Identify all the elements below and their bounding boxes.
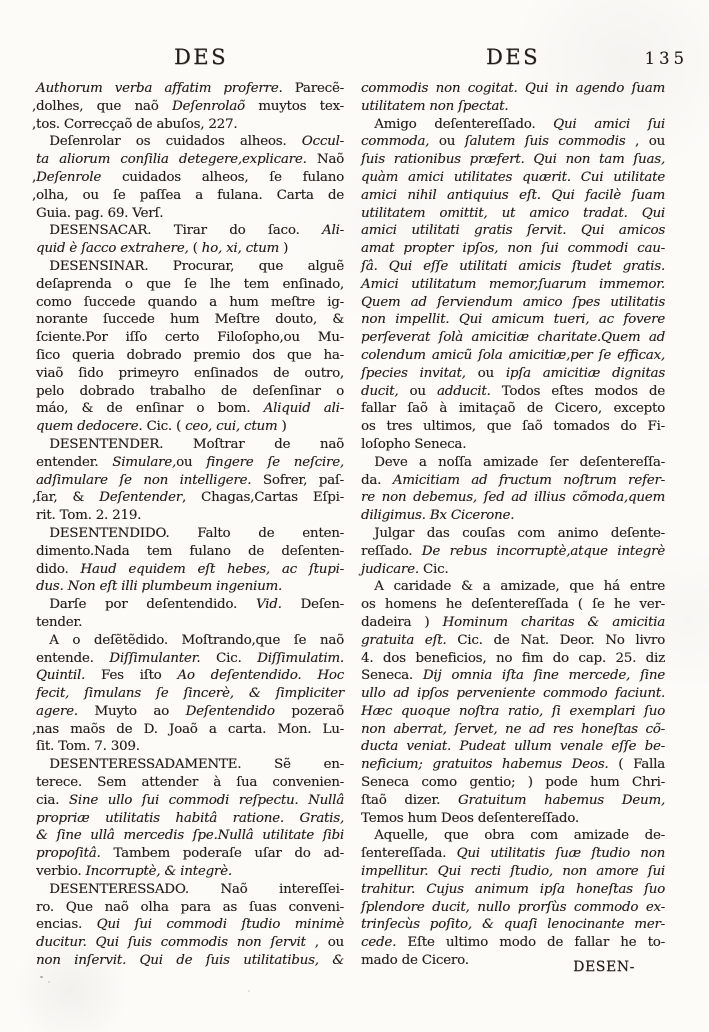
text-line: pelo dobrado trabalho de deſenſinar o (36, 383, 344, 399)
text-line: loſopho Seneca. (361, 436, 467, 452)
ink-speck (48, 981, 50, 983)
text-line: ,tos. Correcçaõ de abuſos, 227. (32, 116, 238, 132)
text-line: dus. Non eſt illi plumbeum ingenium. (36, 579, 283, 595)
text-line: ſico queria dobrado premio dos que ha- (36, 347, 344, 363)
text-line: Julgar das couſas com animo deſente- (361, 525, 665, 541)
text-line: re non debemus, ſed ad illius cõmoda,quem (361, 490, 665, 506)
text-line: Seneca. Dij omnia iſta ſine mercede, ſine (361, 668, 665, 684)
text-line: os homens he deſentereſſada ( ſe he ver- (361, 597, 665, 613)
text-line: dimento.Nada tem fulano de deſenten- (36, 543, 344, 559)
text-line: adſimulare ſe non intelligere. Sofrer, paſ- (36, 472, 344, 488)
text-line: os tres ultimos, que ſaõ tomados do Fi- (361, 419, 665, 435)
text-line: DESENTERESSADO. Naõ intereſſei- (36, 881, 344, 897)
text-line: rit. Tom. 2. 219. (36, 508, 142, 524)
text-line: judicare. Cic. (361, 561, 449, 577)
text-line: ,nas maõs de D. Joaõ a carta. Mon. Lu- (32, 721, 344, 737)
text-line: ullo ad ipſos perveniente commodo faciunt. (361, 686, 665, 702)
text-line: amici utilitati gratis ſervit. Qui amicos (361, 223, 665, 239)
text-line: quàm amici utilitates quærit. Cui utilitate (361, 169, 665, 185)
text-line: quid è ſacco extrahere, ( ho, xi, ctum ) (36, 241, 289, 257)
text-line: ,Deſenrole cuidados alheos, ſe fulano (32, 169, 344, 185)
text-line: ſuis rationibus præfert. Qui non tam ſuas, (361, 152, 665, 168)
text-line: non inſervit. Qui de ſuis utilitatibus, & (36, 953, 344, 969)
text-line: A o deſẽtẽdido. Moſtrando,que ſe naõ (36, 632, 344, 648)
text-line: norante ſuccede hum Meſtre douto, & (36, 312, 344, 328)
text-column-right (361, 80, 665, 970)
text-line: quem dedocere. Cic. ( ceo, cui, ctum ) (36, 419, 287, 435)
text-line: propoſitâ. Tambem poderaſe uſar do ad- (36, 846, 344, 862)
text-line: ſpecies invitat, ou ipſa amicitiæ dignitas (361, 365, 665, 381)
text-line: utilitatem omittit, ut amico tradat. Qui (361, 205, 665, 221)
text-line: utilitatem non ſpectat. (361, 98, 509, 114)
text-line: A caridade & a amizade, que há entre (361, 579, 665, 595)
ink-speck (40, 976, 43, 978)
text-line: Deſenrolar os cuidados alheos. Occul- (36, 134, 344, 150)
text-line: Amigo deſentereſſado. Qui amici ſui (361, 116, 665, 132)
running-head-left: DES (173, 45, 229, 69)
text-line: propriæ utilitatis habitâ ratione. Gratis, (36, 810, 344, 826)
text-line: entende. Diſſimulanter. Cic. Diſſimulatim. (36, 650, 344, 666)
text-line: deſaprenda o que ſe lhe tem enſinado, (36, 276, 344, 292)
text-line: 4. dos beneficios, no fim do cap. 25. diz (361, 650, 665, 666)
text-line: ſtaõ dizer. Gratuitum habemus Deum, (361, 792, 665, 808)
text-line: Quem ad ſerviendum amico ſpes utilitatis (361, 294, 665, 310)
text-line: colendum amicũ ſola amicitiæ,per ſe efficax, (361, 347, 665, 363)
page-number: 135 (644, 49, 688, 68)
text-line: tender. (36, 614, 83, 630)
running-head-right: DES (485, 45, 541, 69)
text-line: trinſecùs poſito, & quaſi lenocinante mer- (361, 917, 665, 933)
text-line: Seneca como gentio; ) pode hum Chri- (361, 775, 665, 791)
text-line: terece. Sem attender à ſua convenien- (36, 775, 344, 791)
text-line: cia. Sine ullo ſui commodi reſpectu. Nullâ (36, 792, 345, 808)
text-line: encias. Qui ſui commodi ſtudio minimè (36, 917, 344, 933)
text-line: cede. Eſte ultimo modo de fallar he to- (361, 935, 665, 951)
text-line: entender. Simulare,ou fingere ſe neſcire, (36, 454, 344, 470)
text-line: amat propter ipſos, non ſui commodi cau- (361, 241, 665, 257)
catchword: DESEN- (573, 959, 635, 975)
text-column-left (32, 80, 345, 970)
text-line: impellitur. Qui recti ſtudio, non amore ſui (361, 864, 665, 880)
text-line: ſit. Tom. 7. 309. (36, 739, 140, 755)
text-line: Guia. pag. 69. Verſ. (36, 205, 164, 221)
text-line: & ſine ullâ mercedis ſpe.Nullâ utilitate ſibi (36, 828, 344, 844)
text-line: reſſado. De rebus incorruptè,atque integrè (361, 543, 665, 559)
text-line: dadeira ) Hominum charitas & amicitia (361, 614, 665, 630)
text-line: ſentereſſada. Qui utilitatis ſuæ ſtudio non (361, 846, 665, 862)
text-line: DESENTERESSADAMENTE. Sẽ en- (36, 757, 344, 773)
text-line: Deve a noſſa amizade ſer deſentereſſa- (361, 454, 665, 470)
text-line: Temos hum Deos deſentereſſado. (361, 810, 579, 826)
text-line: ,dolhes, que naõ Deſenrolaõ muytos tex- (32, 98, 344, 114)
text-line: ducit, ou adducit. Todos eſtes modos de (361, 383, 665, 399)
text-line: ,ſar, & Deſentender, Chagas,Cartas Eſpi- (32, 490, 344, 506)
ink-speck (248, 990, 250, 992)
text-line: fecit, ſimulans ſe ſincerè, & ſimpliciter (36, 686, 344, 702)
text-line: commodis non cogitat. Qui in agendo ſuam (361, 81, 665, 96)
text-line: como ſuccede quando a hum meſtre ig- (36, 294, 344, 310)
text-line: DESENTENDER. Moſtrar de naõ (36, 436, 344, 452)
text-line: mado de Cicero. (361, 953, 469, 969)
text-line: DESENSACAR. Tirar do ſaco. Ali- (36, 223, 344, 239)
text-line: máo, & de enſinar o bom. Aliquid ali- (36, 401, 345, 417)
text-line: amici nihil antiquius eſt. Qui facilè ſuam (361, 187, 665, 203)
text-line: ſciente.Por iſſo certo Filoſopho,ou Mu- (36, 330, 344, 346)
text-line: Quintil. Fes iſto Ao deſentendido. Hoc (36, 668, 344, 684)
text-line: Hæc quoque noſtra ratio, ſi exemplari ſuo (361, 703, 665, 719)
text-line: ſâ. Qui eſſe utilitati amicis ſtudet gratis. (361, 258, 665, 274)
text-line: fallar ſaõ à imitaçaõ de Cicero, excepto (361, 401, 665, 417)
text-line: agere. Muyto ao Deſentendido pozeraõ (36, 703, 344, 719)
text-line: trahitur. Cujus animum ipſa honeſtas ſuo (361, 881, 665, 897)
text-line: DESENTENDIDO. Falto de enten- (36, 525, 344, 541)
text-line: ſplendore ducit, nullo prorſùs commodo ex- (361, 899, 665, 915)
text-line: neficium; gratuitos habemus Deos. ( Falla (361, 757, 665, 773)
text-line: ro. Que naõ olha para as ſuas conveni- (36, 899, 344, 915)
text-line: perſeverat ſolà amicitiæ charitate.Quem ad (361, 330, 665, 346)
text-line: non impellit. Qui amicum tueri, ac fovere (361, 312, 665, 328)
text-line: commoda, ou ſalutem ſuis commodis , ou (361, 134, 665, 150)
text-line: ta aliorum conſilia detegere,explicare. Naõ (36, 152, 345, 168)
text-line: ducitur. Qui ſuis commodis non ſervit , ou (36, 935, 344, 951)
text-line: Amici utilitatum memor,ſuarum immemor. (361, 276, 665, 292)
text-line: Authorum verba affatim proferre. Parecẽ- (36, 81, 344, 96)
text-line: ,olha, ou ſe paſſea a fulana. Carta de (32, 187, 344, 203)
text-line: dido. Haud equidem eſt hebes, ac ſtupi- (36, 561, 344, 577)
text-line: DESENSINAR. Procurar, que alguẽ (36, 258, 344, 274)
text-line: Aquelle, que obra com amizade de- (361, 828, 665, 844)
text-line: diligimus. Bx Cicerone. (361, 508, 515, 524)
text-line: da. Amicitiam ad fructum noſtrum refer- (361, 472, 665, 488)
text-line: verbio. Incorruptè, & integrè. (36, 864, 232, 880)
text-line: ducta veniat. Pudeat ullum venale eſſe be- (361, 739, 665, 755)
text-line: non aberrat, ſervet, ne ad res honeſtas cõ- (361, 721, 665, 737)
text-line: gratuita eſt. Cic. de Nat. Deor. No livro (361, 632, 665, 648)
text-line: viaõ ſido primeyro enſinados de outro, (36, 365, 344, 381)
text-line: Darſe por deſentendido. Vid. Deſen- (36, 597, 344, 613)
